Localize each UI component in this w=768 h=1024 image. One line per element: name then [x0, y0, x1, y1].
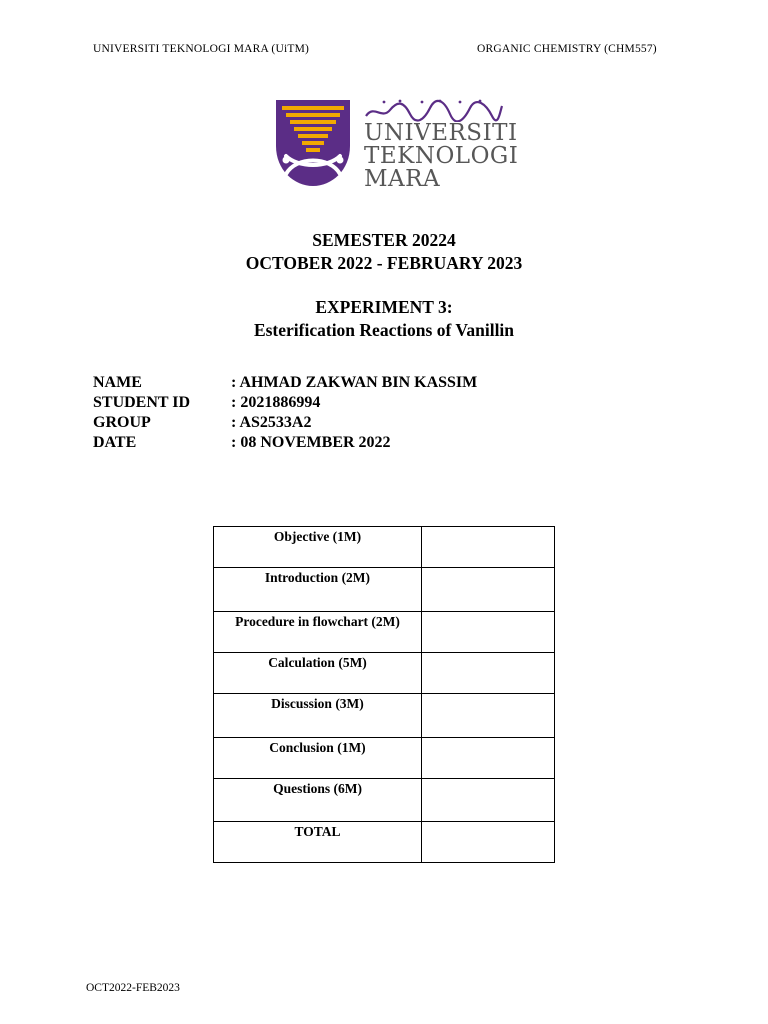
- score-cell: [422, 653, 555, 694]
- info-value: : AHMAD ZAKWAN BIN KASSIM: [231, 374, 478, 391]
- logo-text-universiti: UNIVERSITI: [364, 120, 518, 146]
- info-label: DATE: [93, 434, 137, 451]
- criterion-cell: TOTAL: [214, 822, 422, 863]
- criterion-cell: Questions (6M): [214, 779, 422, 822]
- score-cell: [422, 779, 555, 822]
- criterion-cell: Discussion (3M): [214, 694, 422, 738]
- table-row: [214, 694, 555, 738]
- header-left: UNIVERSITI TEKNOLOGI MARA (UiTM): [93, 43, 310, 55]
- score-cell: [422, 612, 555, 653]
- info-value: : 08 NOVEMBER 2022: [231, 434, 391, 451]
- logo-jawi-script: [364, 98, 504, 122]
- logo-text-teknologi: TEKNOLOGI: [364, 143, 519, 169]
- table-row: [214, 653, 555, 694]
- experiment-number: EXPERIMENT 3:: [315, 297, 453, 317]
- table-row: [214, 738, 555, 779]
- score-cell: [422, 527, 555, 568]
- semester-period: OCTOBER 2022 - FEBRUARY 2023: [245, 253, 523, 273]
- table-row: [214, 568, 555, 612]
- logo-text-mara: MARA: [364, 166, 441, 192]
- experiment-title: Esterification Reactions of Vanillin: [253, 320, 515, 340]
- table-row: [214, 779, 555, 822]
- info-value: : AS2533A2: [231, 414, 312, 431]
- score-cell: [422, 568, 555, 612]
- info-value: : 2021886994: [231, 394, 321, 411]
- score-cell: [422, 694, 555, 738]
- uitm-logo: [274, 98, 519, 192]
- semester-title: SEMESTER 20224: [312, 230, 456, 250]
- criterion-cell: Procedure in flowchart (2M): [214, 612, 422, 653]
- marks-table: [213, 526, 555, 863]
- jawi-script-icon: [364, 98, 504, 122]
- criterion-cell: Conclusion (1M): [214, 738, 422, 779]
- uitm-shield-icon: [274, 98, 352, 188]
- info-label: GROUP: [93, 414, 151, 431]
- score-cell: [422, 738, 555, 779]
- criterion-cell: Introduction (2M): [214, 568, 422, 612]
- info-label: STUDENT ID: [93, 394, 191, 411]
- table-row: [214, 527, 555, 568]
- info-label: NAME: [93, 374, 142, 391]
- score-cell: [422, 822, 555, 863]
- footer-semester-code: OCT2022-FEB2023: [86, 982, 180, 994]
- criterion-cell: Calculation (5M): [214, 653, 422, 694]
- criterion-cell: Objective (1M): [214, 527, 422, 568]
- table-row: [214, 612, 555, 653]
- header-right: ORGANIC CHEMISTRY (CHM557): [477, 43, 657, 55]
- table-row-total: [214, 822, 555, 863]
